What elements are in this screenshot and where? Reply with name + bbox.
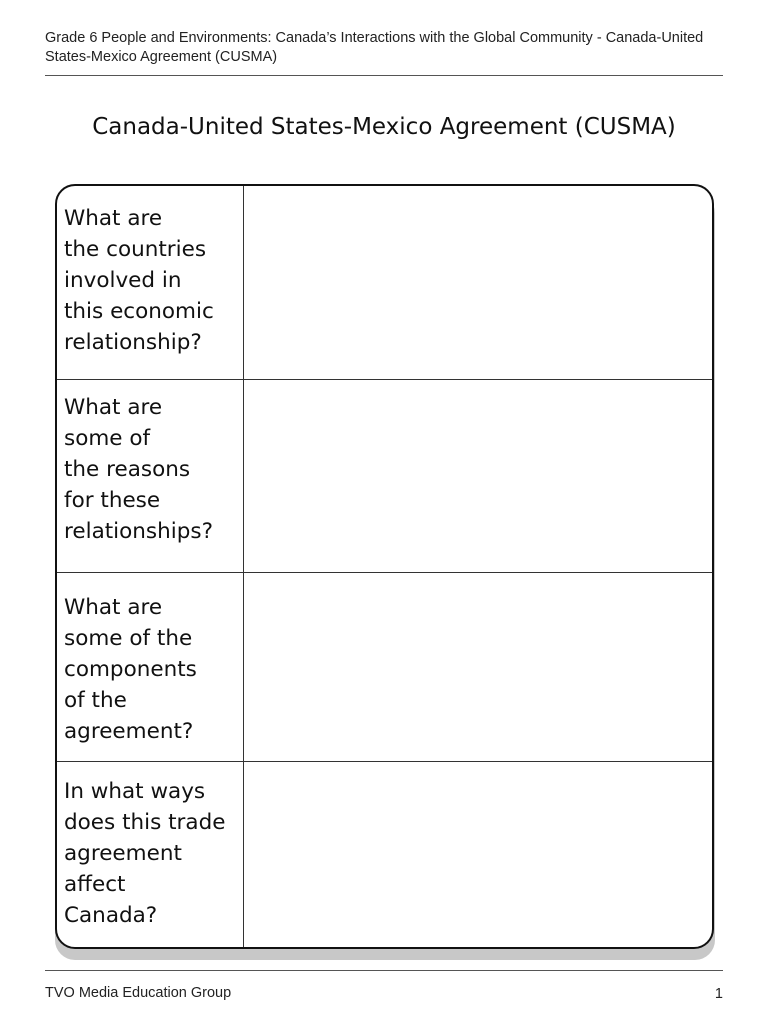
footer-divider: [45, 970, 723, 971]
question-text: What are some of the reasons for these relationships?: [64, 395, 213, 544]
header-divider: [45, 75, 723, 76]
table-row: [57, 186, 712, 379]
page-title: Canada-United States-Mexico Agreement (CUSMA): [92, 114, 676, 140]
question-text: What are the countries involved in this economic relationship?: [64, 206, 214, 355]
worksheet-table: [55, 184, 714, 949]
footer-organization: TVO Media Education Group: [45, 985, 232, 1001]
question-cell: [57, 573, 244, 761]
document-header: Grade 6 People and Environments: Canada’s Interactions with the Global Community - Canada-United States-Mexico Agreement (CUSMA): [45, 30, 704, 65]
answer-cell[interactable]: [244, 186, 712, 379]
table-row: [57, 761, 712, 947]
answer-cell[interactable]: [244, 762, 712, 947]
question-cell: [57, 380, 244, 572]
question-text: What are some of the components of the agreement?: [64, 595, 197, 744]
question-cell: [57, 186, 244, 379]
answer-cell[interactable]: [244, 380, 712, 572]
question-text: In what ways does this trade agreement affect Canada?: [64, 779, 226, 928]
page-number: 1: [714, 986, 723, 1002]
question-cell: [57, 762, 244, 947]
table-row: [57, 379, 712, 572]
answer-cell[interactable]: [244, 573, 712, 761]
table-row: [57, 572, 712, 761]
